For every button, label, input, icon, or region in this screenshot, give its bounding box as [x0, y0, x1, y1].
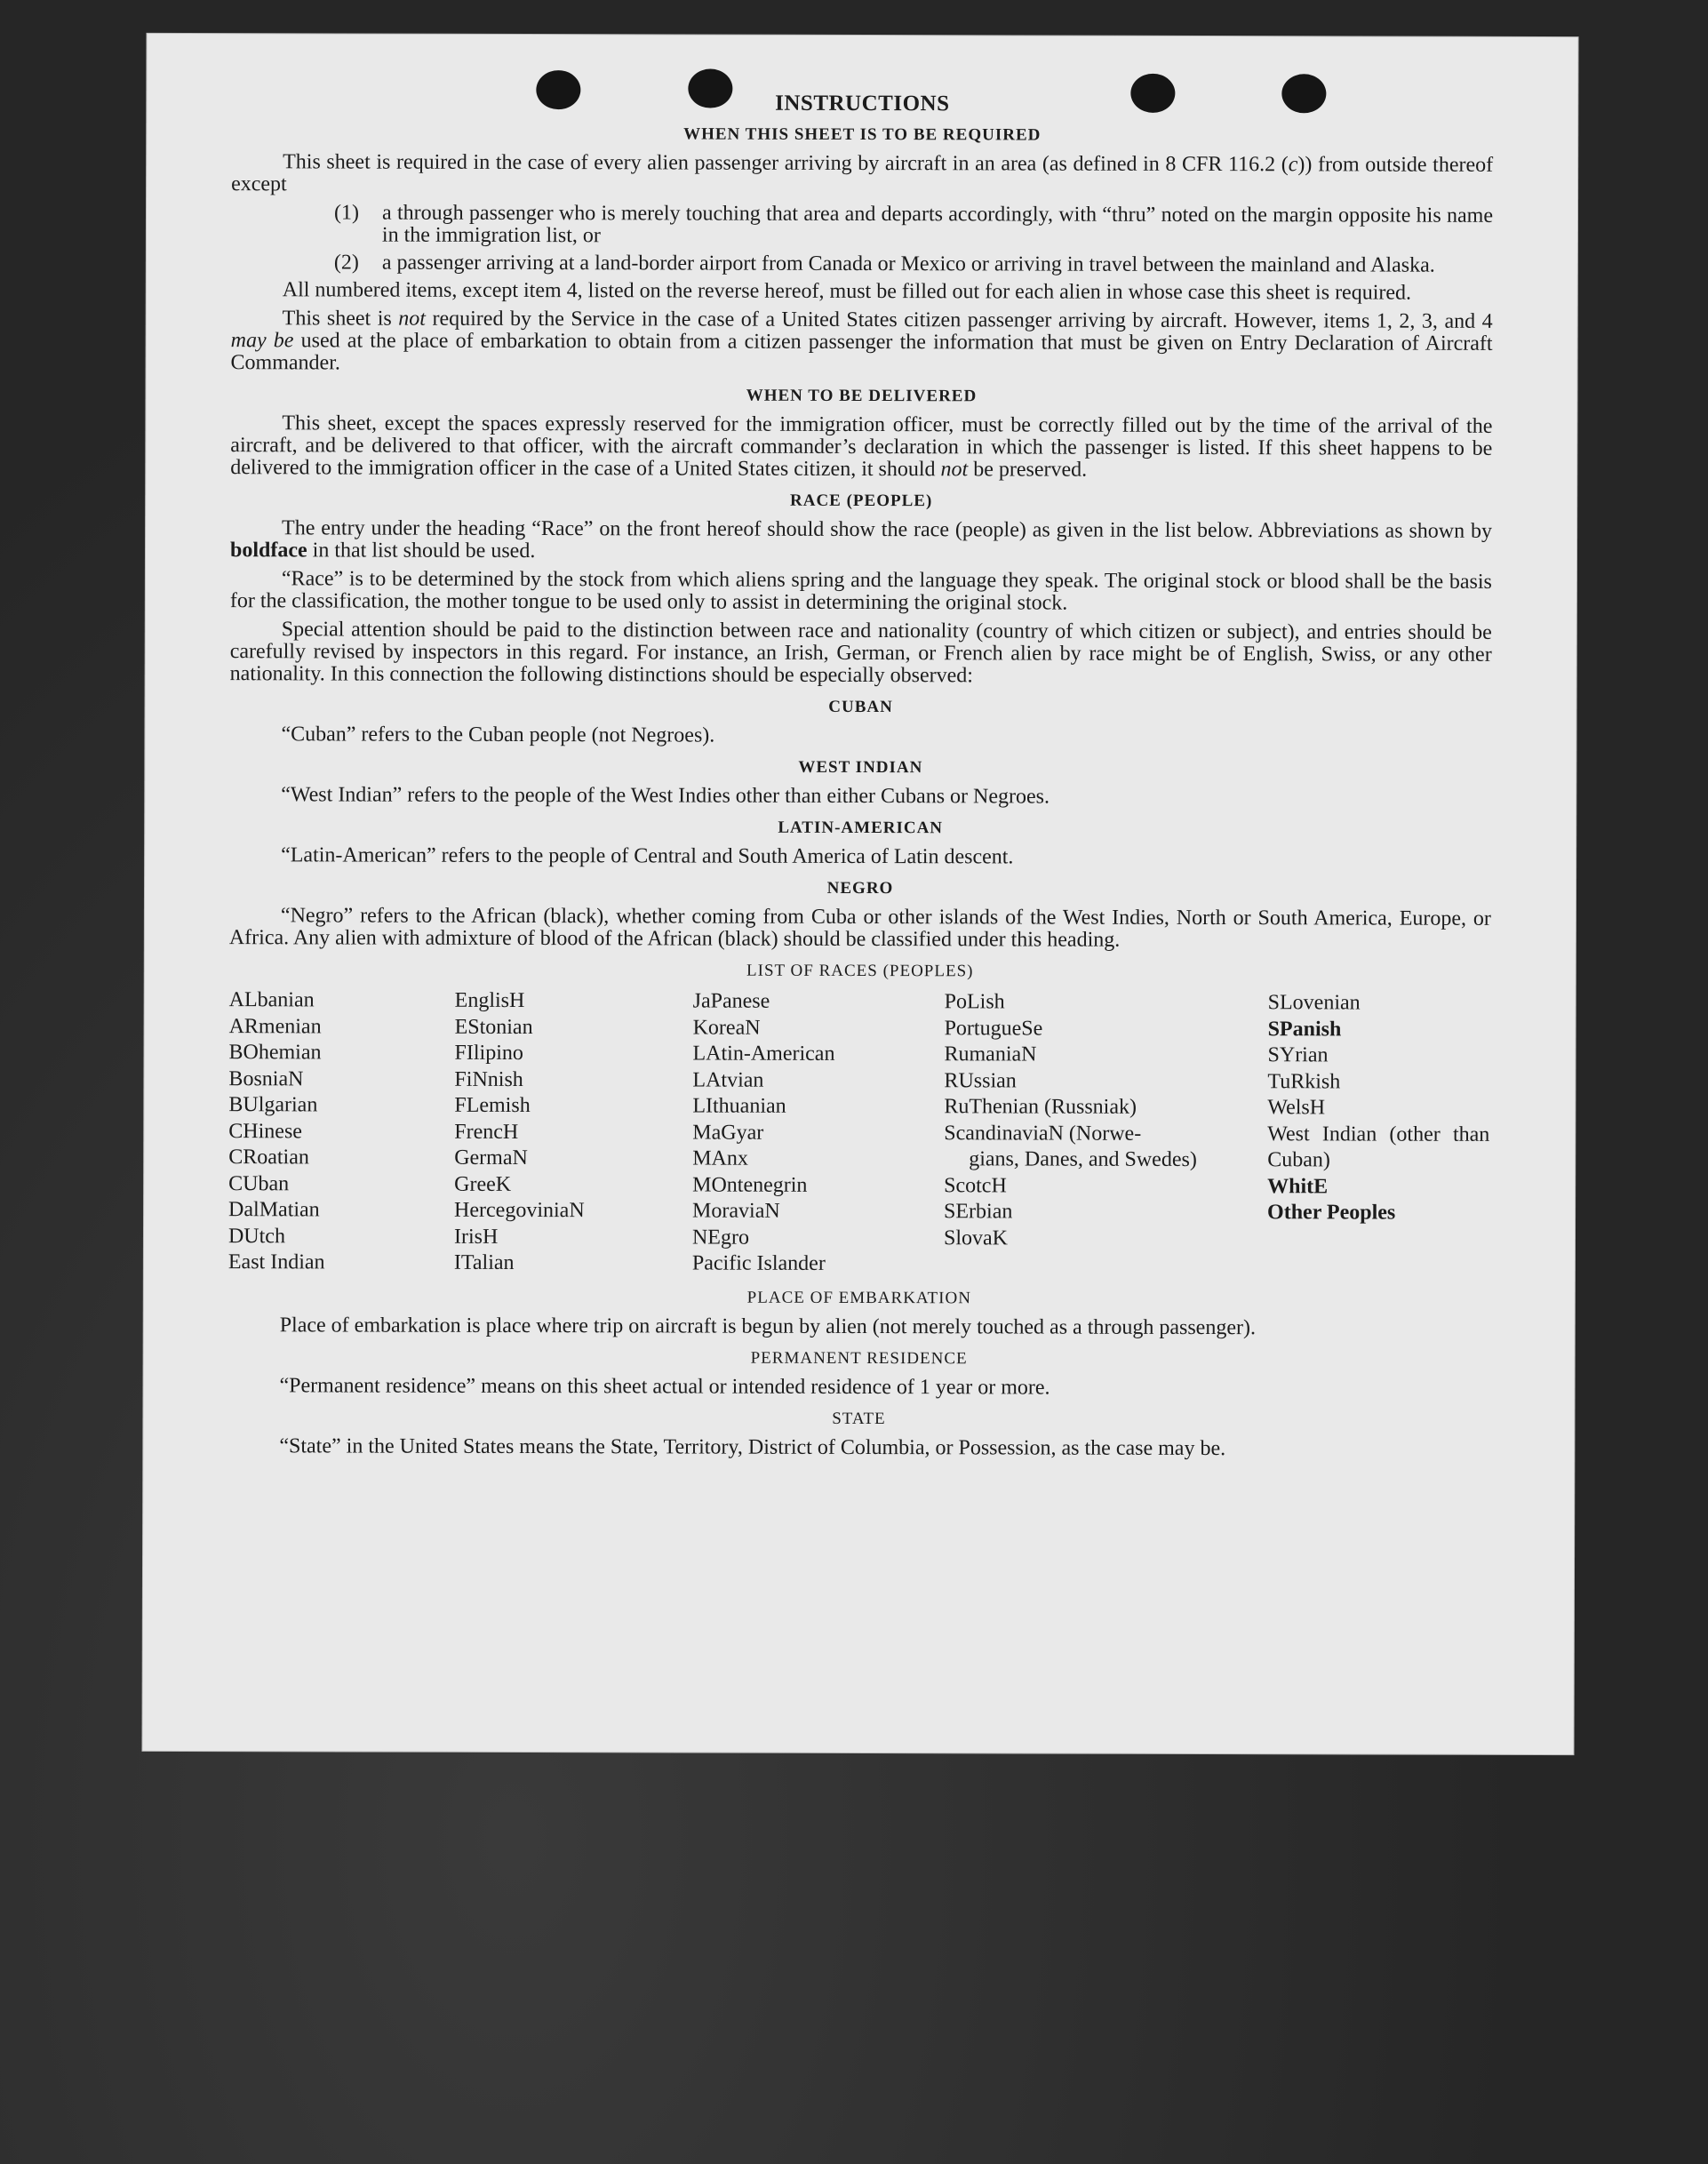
race-item: RumaniaN	[944, 1042, 1037, 1066]
race-item: PoLish	[944, 990, 1005, 1014]
race-item: gians, Danes, and Swedes)	[969, 1147, 1197, 1171]
race-item: SlovaK	[943, 1226, 1009, 1250]
race-item: NEgro	[691, 1226, 750, 1250]
section-heading: WHEN TO BE DELIVERED	[746, 386, 978, 406]
race-item: LAtin-American	[692, 1042, 835, 1066]
race-column	[944, 989, 1268, 1278]
race-item: ARmenian	[228, 1014, 322, 1038]
paragraph: This sheet, except the spaces expressly reserved for the immigration officer, must be correctly filled out by the time of the arrival of the aircraft, and be delivered to that officer, with the aircraft commander’s declaration in which the passenger is listed. If this sheet happens to be delivered to the immigration officer in the case of a United States citizen, it should not be preserved.	[230, 411, 1493, 482]
definition-heading: LATIN-AMERICAN	[778, 818, 944, 838]
race-item: SPanish	[1267, 1017, 1342, 1041]
paragraph: This sheet is required in the case of every alien passenger arriving by aircraft in an area (as defined in 8 CFR 116.2 (c)) from outside thereof except	[231, 150, 1494, 196]
race-item: ScandinaviaN (Norwe-	[944, 1121, 1142, 1146]
definition-text: “West Indian” refers to the people of the West Indies other than either Cubans or Negroes.	[281, 783, 1050, 809]
definition-text: “Latin-American” refers to the people of Central and South America of Latin descent.	[281, 843, 1014, 869]
race-item: SLovenian	[1267, 991, 1361, 1015]
paragraph: Place of embarkation is place where trip on aircraft is begun by alien (not merely touched as a through passenger).	[279, 1313, 1257, 1339]
race-item: MOntenegrin	[692, 1173, 808, 1197]
race-item: WhitE	[1267, 1174, 1329, 1198]
race-item: DUtch	[227, 1224, 286, 1248]
race-item: LAtvian	[692, 1068, 764, 1092]
paragraph: “Race” is to be determined by the stock from which aliens spring and the language they speak. The original stock or blood shall be the basis for the classification, the mother tongue to be used only to assist in determining the original stock.	[229, 567, 1492, 615]
race-item: SYrian	[1267, 1043, 1329, 1067]
race-item: PortugueSe	[944, 1016, 1043, 1041]
race-item: West Indian (other than Cuban)	[1267, 1122, 1490, 1172]
section-heading: PLACE OF EMBARKATION	[746, 1288, 971, 1307]
race-item: IrisH	[453, 1225, 499, 1249]
paragraph: “Permanent residence” means on this sheet actual or intended residence of 1 year or more.	[279, 1373, 1050, 1400]
race-item: EnglisH	[454, 988, 525, 1013]
race-item: MoraviaN	[692, 1199, 780, 1223]
race-item: CUban	[228, 1171, 290, 1195]
race-item: KoreaN	[692, 1016, 761, 1040]
race-item: HercegoviniaN	[454, 1198, 585, 1223]
race-item: FrencH	[454, 1120, 519, 1144]
paragraph: Special attention should be paid to the distinction between race and nationality (country of which citizen or subject), and entries should be carefully revised by inspectors in this regard. For instance, an Irish, German, or French alien by race might be of English, Swiss, or any other nationality. In this connection the following distinctions should be especially observed:	[229, 618, 1492, 688]
race-item: RUssian	[944, 1068, 1017, 1092]
race-list-heading: LIST OF RACES (PEOPLES)	[746, 961, 974, 981]
race-item: RuThenian (Russniak)	[944, 1095, 1137, 1119]
race-item: Pacific Islander	[691, 1251, 826, 1275]
race-item: ScotcH	[944, 1173, 1007, 1197]
race-item: GreeK	[454, 1172, 512, 1196]
definition-heading: WEST INDIAN	[798, 757, 923, 778]
paragraph: “State” in the United States means the State, Territory, District of Columbia, or Possession, as the case may be.	[279, 1433, 1226, 1460]
definition-text: “Cuban” refers to the Cuban people (not Negroes).	[281, 723, 715, 747]
race-item: ALbanian	[228, 988, 315, 1012]
exception-item: (1) a through passenger who is merely touching that area and departs accordingly, with “thru” noted on the margin opposite his name in the immigration list, or	[333, 201, 1494, 248]
race-item: BosniaN	[228, 1066, 304, 1090]
instructions-content	[227, 91, 1493, 1466]
race-item: Other Peoples	[1267, 1201, 1396, 1225]
race-column	[1267, 990, 1490, 1279]
exception-item: (2) a passenger arriving at a land-border airport from Canada or Mexico or arriving in travel between the mainland and Alaska.	[333, 251, 1435, 277]
race-column	[454, 988, 693, 1277]
definition-heading: NEGRO	[826, 878, 894, 898]
paragraph: All numbered items, except item 4, listed on the reverse hereof, must be filled out for each alien in whose case this sheet is required.	[282, 278, 1412, 305]
race-item: DalMatian	[228, 1198, 320, 1222]
section-heading: RACE (PEOPLE)	[790, 491, 933, 511]
race-item: FiNnish	[454, 1067, 523, 1091]
section-heading: PERMANENT RESIDENCE	[750, 1348, 968, 1368]
race-item: LIthuanian	[692, 1094, 786, 1118]
race-item: East Indian	[227, 1250, 325, 1274]
definition-text: “Negro” refers to the African (black), whether coming from Cuba or other islands of the West Indies, North or South America, Europe, or Africa. Any alien with admixture of blood of the African (black) should be classified under this heading.	[228, 904, 1491, 952]
paragraph: The entry under the heading “Race” on the front hereof should show the race (people) as given in the list below. Abbreviations as shown by boldface in that list should be used.	[229, 516, 1493, 563]
race-item: EStonian	[454, 1015, 533, 1039]
race-item: TuRkish	[1267, 1069, 1341, 1093]
race-item: BOhemian	[228, 1041, 322, 1065]
page-title: INSTRUCTIONS	[775, 91, 950, 116]
race-item: MAnx	[692, 1146, 748, 1170]
section-heading: STATE	[832, 1409, 886, 1428]
race-item: WelsH	[1267, 1096, 1326, 1120]
race-item: ITalian	[453, 1250, 515, 1274]
definition-heading: CUBAN	[828, 697, 893, 717]
race-item: CRoatian	[228, 1146, 309, 1170]
race-item: JaPanese	[692, 989, 770, 1013]
race-column	[228, 987, 455, 1276]
race-item: CHinese	[228, 1119, 302, 1143]
race-item: FLemish	[454, 1093, 531, 1118]
race-list	[228, 987, 1491, 1279]
paragraph: This sheet is not required by the Service in the case of a United States citizen passenger arriving by aircraft. However, items 1, 2, 3, and 4 may be used at the place of embarkation to obtain from a citizen passenger the information that must be given on Entry Declaration of Aircraft Commander.	[230, 307, 1493, 375]
race-column	[692, 989, 945, 1278]
race-item: GermaN	[454, 1146, 528, 1170]
section-heading: WHEN THIS SHEET IS TO BE REQUIRED	[683, 124, 1042, 145]
race-item: MaGyar	[692, 1121, 764, 1145]
race-item: BUlgarian	[228, 1093, 318, 1117]
race-item: FIlipino	[454, 1041, 523, 1066]
document-page	[142, 34, 1577, 1754]
race-item: SErbian	[944, 1200, 1013, 1224]
